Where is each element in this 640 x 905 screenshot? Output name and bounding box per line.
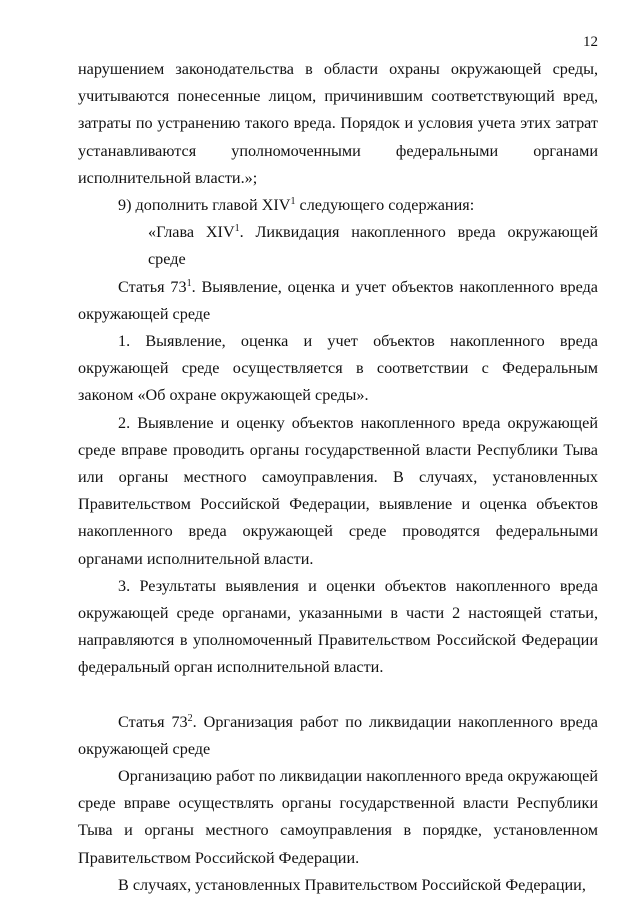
amendment-text-end: следующего содержания:: [295, 196, 475, 215]
superscript: 2: [187, 712, 193, 724]
article-title: . Выявление, оценка и учет объектов накопленного вреда окружающей среде: [78, 277, 598, 323]
superscript: 1: [186, 277, 192, 289]
superscript: 1: [234, 223, 240, 235]
article-heading-73-2: [78, 709, 598, 763]
article-item-3: 3. Результаты выявления и оценки объектов накопленного вреда окружающей среде органами, указанными в части 2 настоящей статьи, направляются в уполномоченный Правительством Российской Федерации федеральный орган исполнительной власти.: [78, 576, 598, 677]
paragraph-organization: Организацию работ по ликвидации накопленного вреда окружающей среде вправе осуществлять органы государственной власти Республики Тыва и органы местного самоуправления в порядке, установленном Правительством Российской Федерации.: [78, 767, 598, 867]
paragraph-continuation: нарушением законодательства в области охраны окружающей среды, учитываются понесенные лицом, причинившим соответствующий вред, затраты по устранению такого вреда. Порядок и условия учета этих затрат устанавливаются уполномоченными федеральными органами исполнительной власти.»;: [78, 60, 598, 187]
section-spacer: [78, 682, 598, 709]
page-number: 12: [583, 34, 598, 50]
article-heading-73-1: [78, 274, 598, 328]
chapter-title-end: . Ликвидация накопленного вреда окружающей среде: [148, 223, 598, 269]
chapter-heading: [78, 219, 598, 273]
article-item-2: 2. Выявление и оценку объектов накопленного вреда окружающей среде вправе проводить органы государственной власти Республики Тыва или органы местного самоуправления. В случаях, установленных Правительством Российской Федерации, выявление и оценка объектов накопленного вреда окружающей среде проводятся федеральными органами исполнительной власти.: [78, 413, 598, 568]
amendment-text: 9) дополнить главой XIV: [118, 196, 291, 215]
article-label: Статья 73: [118, 712, 188, 731]
paragraph-cases: В случаях, установленных Правительством Российской Федерации,: [118, 875, 586, 894]
document-body: [78, 56, 598, 899]
chapter-title: «Глава XIV: [148, 223, 235, 242]
article-item-1: 1. Выявление, оценка и учет объектов накопленного вреда окружающей среде осуществляется в соответствии с Федеральным законом «Об охране окружающей среды».: [78, 332, 598, 405]
article-title: . Организация работ по ликвидации накопленного вреда окружающей среде: [78, 712, 598, 758]
article-label: Статья 73: [118, 277, 187, 296]
paragraph-amendment-9: [78, 192, 598, 219]
superscript: 1: [290, 196, 296, 208]
